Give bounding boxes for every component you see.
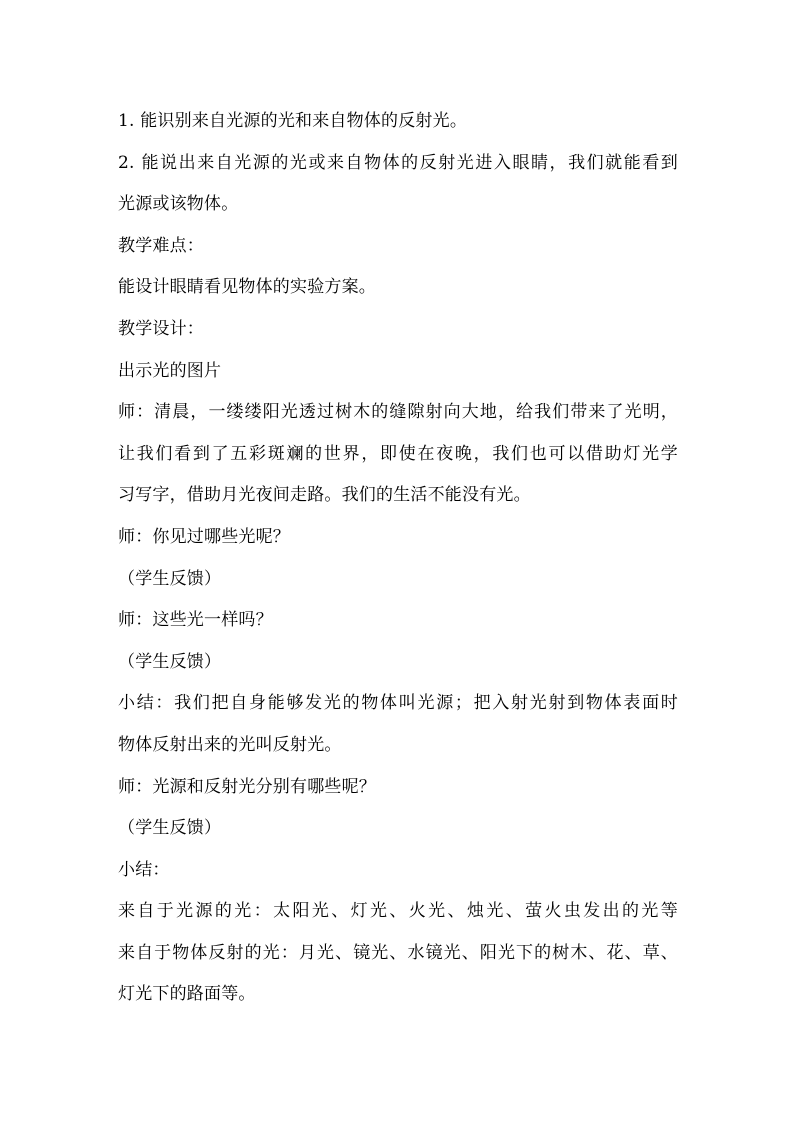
teacher-intro-line-3: 习写字，借助月光夜间走路。我们的生活不能没有光。 [118,485,531,506]
student-feedback-3: （学生反馈） [118,818,222,839]
teacher-question-1: 师：你见过哪些光呢？ [118,526,290,547]
objective-2-line-1: 2. 能说出来自光源的光或来自物体的反射光进入眼睛，我们就能看到 [118,152,678,173]
student-feedback-1: （学生反馈） [118,568,222,589]
summary-2-heading: 小结： [118,859,170,880]
summary-1-line-2: 物体反射出来的光叫反射光。 [118,734,342,755]
teacher-intro-line-2: 让我们看到了五彩斑斓的世界，即使在夜晚，我们也可以借助灯光学 [118,443,678,464]
objective-1: 1. 能识别来自光源的光和来自物体的反射光。 [118,111,468,131]
summary-1-line-1: 小结：我们把自身能够发光的物体叫光源；把入射光射到物体表面时 [118,693,678,714]
document-body [118,101,688,1016]
teacher-question-2: 师：这些光一样吗？ [118,610,273,631]
section-heading-design: 教学设计： [118,318,204,339]
section-heading-difficulty: 教学难点： [118,235,204,256]
reflected-light-examples-line-1: 来自于物体反射的光：月光、镜光、水镜光、阳光下的树木、花、草、 [118,942,678,963]
student-feedback-2: （学生反馈） [118,651,222,672]
objective-2-line-2: 光源或该物体。 [118,194,239,215]
show-pictures-text: 出示光的图片 [118,360,222,381]
light-source-examples: 来自于光源的光：太阳光、灯光、火光、烛光、萤火虫发出的光等 [118,901,678,922]
difficulty-text: 能设计眼睛看见物体的实验方案。 [118,277,376,298]
reflected-light-examples-line-2: 灯光下的路面等。 [118,984,256,1005]
teacher-question-3: 师：光源和反射光分别有哪些呢？ [118,776,376,797]
teacher-intro-line-1: 师：清晨，一缕缕阳光透过树木的缝隙射向大地，给我们带来了光明， [118,402,678,423]
